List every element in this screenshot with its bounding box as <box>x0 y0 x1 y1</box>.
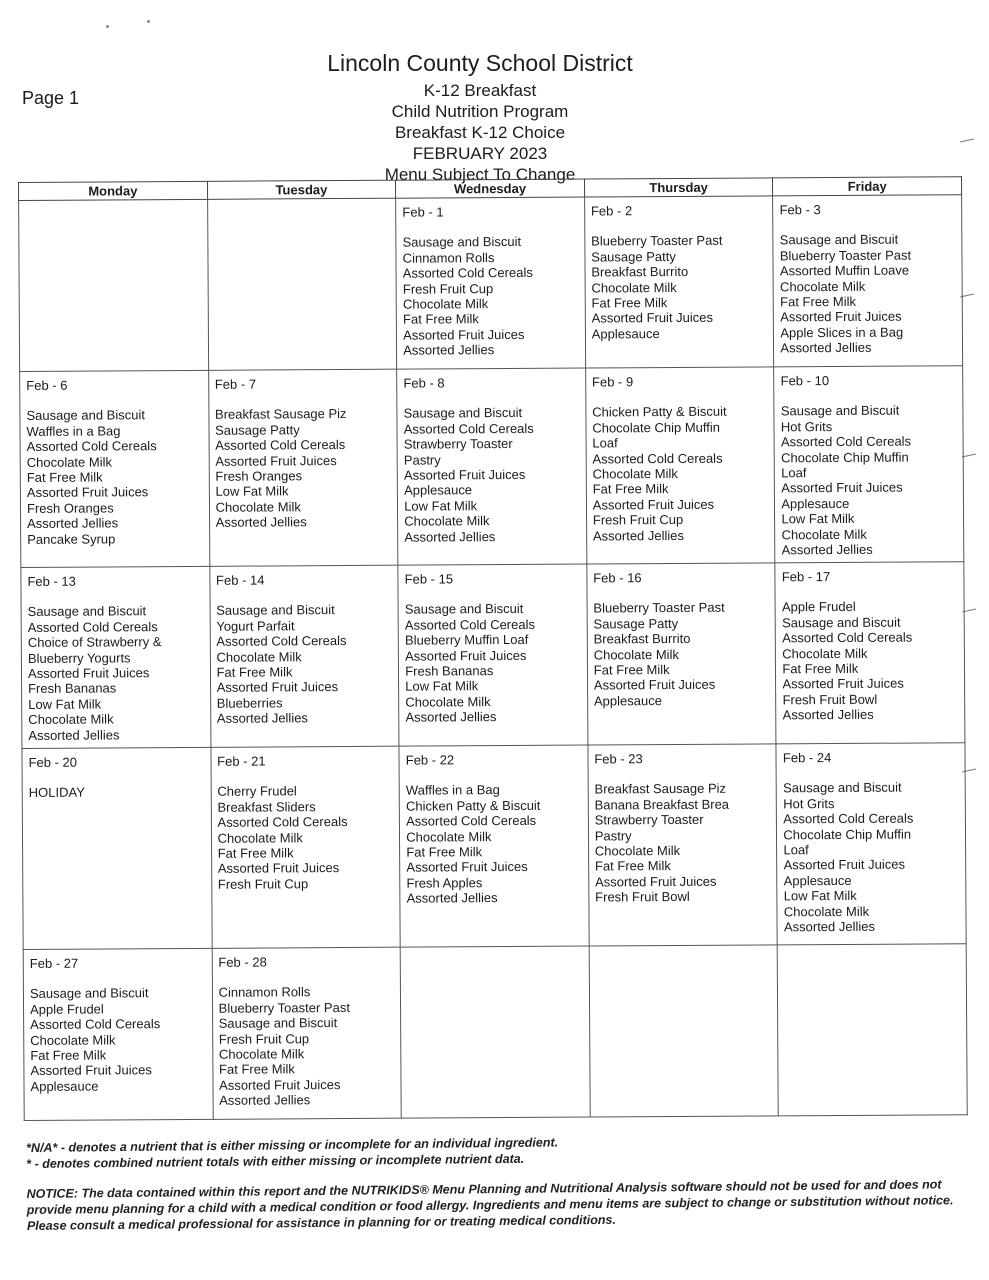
scan-mark <box>962 454 976 458</box>
menu-item: Fat Free Milk <box>218 1061 295 1078</box>
menu-item: Assorted Cold Cereals <box>30 1016 161 1033</box>
menu-item: Waffles in a Bag <box>26 423 121 439</box>
menu-item: Sausage Patty <box>593 615 679 632</box>
menu-item: Assorted Fruit Juices <box>780 309 902 325</box>
day-date: Feb - 6 <box>26 377 68 393</box>
day-date: Feb - 27 <box>29 955 79 971</box>
menu-item: Fat Free Milk <box>402 311 479 328</box>
menu-item: Assorted Fruit Juices <box>26 484 149 501</box>
menu-item: Chocolate Milk <box>404 513 490 529</box>
weekday-thursday: Thursday <box>584 178 773 197</box>
menu-item: Chicken Patty & Biscuit <box>592 404 727 420</box>
menu-item: Assorted Muffin Loave <box>779 262 910 279</box>
day-date: Feb - 22 <box>405 752 455 768</box>
menu-item: Assorted Jellies <box>216 710 308 727</box>
menu-item: Applesauce <box>781 495 850 512</box>
day-cell-friday <box>775 562 965 744</box>
menu-item: Breakfast Burrito <box>593 631 691 647</box>
menu-item: Fresh Fruit Cup <box>217 876 309 892</box>
subtitle-month: FEBRUARY 2023 <box>412 144 548 163</box>
weekday-tuesday: Tuesday <box>207 180 396 199</box>
menu-item: Sausage and Biscuit <box>404 601 524 618</box>
menu-item: Choice of Strawberry & <box>27 634 162 651</box>
menu-item: Sausage Patty <box>215 422 300 438</box>
menu-item: Chocolate Milk <box>779 278 866 294</box>
scan-speck <box>106 25 109 28</box>
week-row <box>22 743 966 950</box>
menu-item: Applesauce <box>591 325 660 342</box>
day-cell-wednesday <box>397 368 587 565</box>
menu-item: Assorted Cold Cereals <box>404 616 536 633</box>
menu-item: Fresh Fruit Cup <box>218 1030 310 1047</box>
menu-item: Strawberry Toaster <box>594 812 704 828</box>
menu-item: Fat Free Milk <box>592 481 669 497</box>
menu-item: Apple Frudel <box>781 599 856 615</box>
menu-item: Chocolate Milk <box>215 499 301 515</box>
menu-item: Sausage and Biscuit <box>782 614 901 631</box>
menu-item: Chocolate Milk <box>405 693 491 710</box>
menu-item: Fat Free Milk <box>26 469 103 485</box>
menu-item: Low Fat Milk <box>215 483 289 500</box>
menu-item: Pastry <box>403 452 441 468</box>
document-header <box>300 48 660 185</box>
day-date: Feb - 1 <box>402 204 444 220</box>
day-cell-wednesday <box>398 564 588 746</box>
menu-item: Chocolate Milk <box>30 1032 116 1048</box>
menu-item: Chocolate Milk <box>781 526 867 542</box>
menu-item: Chocolate Milk <box>782 645 868 661</box>
menu-item: Fat Free Milk <box>782 660 859 677</box>
menu-item: Fresh Fruit Cup <box>402 280 494 297</box>
menu-calendar <box>18 176 968 1121</box>
day-cell-thursday <box>584 196 774 368</box>
menu-item: Chocolate Milk <box>216 648 302 665</box>
menu-item: Pancake Syrup <box>27 531 116 547</box>
menu-item: Chocolate Milk <box>218 1046 305 1062</box>
menu-item: Loaf <box>781 465 807 481</box>
menu-item: Assorted Cold Cereals <box>217 814 348 831</box>
menu-item: Applesauce <box>593 692 662 709</box>
district-title: Lincoln County School District <box>327 50 633 76</box>
day-date: Feb - 14 <box>215 572 265 588</box>
menu-item: Chocolate Milk <box>594 842 681 859</box>
menu-item: Cinnamon Rolls <box>402 249 495 266</box>
menu-item: Fresh Oranges <box>215 468 303 484</box>
day-cell-thursday <box>588 744 778 946</box>
menu-item: Assorted Cold Cereals <box>215 437 346 454</box>
menu-item: Assorted Cold Cereals <box>592 450 723 467</box>
day-cell-thursday <box>587 563 777 745</box>
menu-item: Banana Breakfast Brea <box>594 796 730 813</box>
menu-item: Assorted Fruit Juices <box>405 647 527 664</box>
day-date: Feb - 16 <box>593 570 642 586</box>
menu-item: Hot Grits <box>783 795 835 812</box>
subtitle-choice: Breakfast K-12 Choice <box>394 123 566 142</box>
menu-item: Assorted Fruit Juices <box>30 1062 152 1079</box>
menu-item: Sausage and Biscuit <box>26 407 146 424</box>
menu-item: Sausage and Biscuit <box>783 780 902 796</box>
menu-item: Breakfast Sausage Piz <box>594 781 727 797</box>
menu-item: Sausage and Biscuit <box>29 985 149 1002</box>
menu-item: Assorted Fruit Juices <box>219 1076 341 1093</box>
menu-item: Blueberry Toaster Past <box>593 600 725 616</box>
menu-item: Assorted Fruit Juices <box>591 310 714 326</box>
menu-item: Assorted Jellies <box>27 515 119 532</box>
menu-item: Breakfast Burrito <box>591 264 689 280</box>
menu-item: Chocolate Chip Muffin <box>781 449 909 465</box>
day-date: Feb - 24 <box>782 750 832 766</box>
menu-item: Assorted Cold Cereals <box>27 618 158 635</box>
menu-item: Blueberry Yogurts <box>27 649 131 666</box>
menu-item: Assorted Cold Cereals <box>406 813 537 829</box>
menu-item: Sausage and Biscuit <box>218 1015 338 1032</box>
menu-item: Fresh Fruit Bowl <box>595 889 690 905</box>
menu-item: Chocolate Chip Muffin <box>783 826 912 842</box>
menu-item: Chocolate Milk <box>28 711 114 728</box>
menu-item: Assorted Cold Cereals <box>783 810 914 827</box>
menu-item: Chocolate Milk <box>592 466 678 482</box>
menu-item: Assorted Jellies <box>215 514 307 531</box>
menu-item: Assorted Cold Cereals <box>403 420 534 437</box>
menu-item: Breakfast Sausage Piz <box>214 406 347 423</box>
menu-item: Assorted Fruit Juices <box>27 665 150 681</box>
menu-item: Fat Free Milk <box>591 295 668 311</box>
menu-item: Assorted Jellies <box>592 527 685 544</box>
day-cell-tuesday <box>211 746 401 948</box>
day-cell-friday <box>778 944 968 1116</box>
weekday-monday: Monday <box>19 181 208 200</box>
page-number: Page 1 <box>22 88 80 108</box>
menu-item: Chicken Patty & Biscuit <box>405 797 541 814</box>
menu-item: Assorted Fruit Juices <box>215 452 337 469</box>
menu-item: Sausage and Biscuit <box>780 403 900 419</box>
menu-item: Assorted Jellies <box>781 541 873 558</box>
subtitle-notice: Menu Subject To Change <box>384 165 576 184</box>
menu-item: Blueberry Toaster Past <box>218 999 350 1016</box>
day-cell-wednesday <box>400 946 590 1118</box>
menu-item: Chocolate Milk <box>593 646 679 663</box>
menu-item: Sausage and Biscuit <box>402 234 522 251</box>
menu-item: Low Fat Milk <box>28 696 102 712</box>
menu-item: Assorted Jellies <box>783 918 876 935</box>
day-cell-monday <box>19 199 209 371</box>
menu-item: Assorted Fruit Juices <box>592 496 715 513</box>
menu-item: Fat Free Milk <box>217 845 294 861</box>
menu-item: Fat Free Milk <box>216 664 293 680</box>
day-cell-tuesday <box>209 565 399 747</box>
menu-item: Assorted Jellies <box>219 1092 311 1109</box>
menu-item: Assorted Jellies <box>28 727 120 743</box>
day-date: Feb - 15 <box>404 571 454 587</box>
menu-item: Pastry <box>594 827 632 844</box>
subtitle-program: K-12 Breakfast <box>423 81 537 100</box>
day-date: Feb - 13 <box>27 573 76 589</box>
day-cell-monday <box>22 747 212 949</box>
menu-item: Cinnamon Rolls <box>218 984 311 1001</box>
menu-item: Chocolate Milk <box>217 829 303 846</box>
medical-notice: NOTICE: The data contained within this report and the NUTRIKIDS® Menu Planning and Nutritional Analysis software should not be used for and does not provide menu planning for a child with a medical condition or food allergy. Ingredients and menu items are subject to change or substitution without notice. Please consult a medical professional for assistance in planning for or treating medical conditions. <box>26 1177 954 1233</box>
menu-item: Waffles in a Bag <box>405 782 500 799</box>
week-row <box>20 366 964 568</box>
day-cell-tuesday <box>208 369 398 566</box>
menu-item: Low Fat Milk <box>404 498 478 514</box>
menu-item: Chocolate Milk <box>26 454 113 470</box>
menu-item: Sausage and Biscuit <box>403 405 523 422</box>
menu-item: Assorted Fruit Juices <box>216 679 339 696</box>
menu-item: Loaf <box>783 842 809 858</box>
day-cell-tuesday <box>207 198 397 370</box>
menu-item: Blueberries <box>216 695 283 711</box>
menu-item: Chocolate Chip Muffin <box>592 419 721 436</box>
menu-item: Chocolate Milk <box>783 903 870 919</box>
day-date: Feb - 20 <box>28 754 78 770</box>
menu-item: Assorted Fruit Juices <box>593 677 716 693</box>
day-date: Feb - 21 <box>217 753 266 769</box>
day-date: Feb - 28 <box>218 954 267 970</box>
day-date: Feb - 8 <box>403 375 445 391</box>
menu-item: Assorted Fruit Juices <box>217 860 340 877</box>
menu-item: Assorted Cold Cereals <box>780 433 912 450</box>
menu-item: Sausage and Biscuit <box>216 602 335 619</box>
menu-item: Low Fat Milk <box>405 678 479 695</box>
menu-item: Low Fat Milk <box>783 888 857 904</box>
menu-item: Fresh Oranges <box>26 500 114 516</box>
menu-item: Blueberry Toaster Past <box>779 247 912 264</box>
menu-item: Assorted Jellies <box>782 707 874 723</box>
menu-item: Applesauce <box>404 482 473 499</box>
menu-item: Assorted Cold Cereals <box>216 633 347 650</box>
menu-item: Assorted Cold Cereals <box>402 265 533 281</box>
menu-item: Fat Free Milk <box>594 858 671 874</box>
menu-item: Assorted Fruit Juices <box>403 326 525 343</box>
menu-item: Fresh Fruit Bowl <box>782 691 878 708</box>
day-cell-friday <box>773 195 963 367</box>
day-cell-tuesday <box>212 947 402 1119</box>
menu-item: Fat Free Milk <box>780 293 857 310</box>
day-date: Feb - 17 <box>781 569 831 585</box>
menu-item: Assorted Fruit Juices <box>403 466 526 483</box>
day-cell-wednesday <box>399 745 589 947</box>
menu-item: Assorted Jellies <box>405 709 497 725</box>
day-cell-thursday <box>585 367 775 564</box>
weekday-wednesday: Wednesday <box>396 179 585 198</box>
menu-item: Assorted Jellies <box>404 528 496 545</box>
menu-item: Applesauce <box>783 872 852 889</box>
menu-item: Chocolate Milk <box>402 296 489 312</box>
menu-item: Assorted Fruit Juices <box>782 676 904 692</box>
day-date: Feb - 10 <box>780 373 830 389</box>
subtitle-nutrition: Child Nutrition Program <box>391 102 569 121</box>
day-date: Feb - 7 <box>214 376 257 392</box>
menu-item: Fresh Bananas <box>405 663 494 679</box>
menu-item: Low Fat Milk <box>781 511 855 527</box>
menu-item: Sausage and Biscuit <box>27 603 147 620</box>
legend-asterisk: * - denotes combined nutrient totals with either missing or incomplete nutrient data. <box>26 1151 525 1171</box>
menu-item: Fat Free Milk <box>593 662 670 678</box>
day-cell-friday <box>774 366 964 563</box>
menu-item: Fat Free Milk <box>30 1047 107 1063</box>
menu-item: HOLIDAY <box>28 785 85 801</box>
menu-item: Fresh Apples <box>406 875 483 891</box>
menu-item: Blueberry Toaster Past <box>591 233 723 249</box>
week-row <box>23 944 967 1121</box>
footer-notes <box>26 1130 967 1234</box>
day-date: Feb - 3 <box>779 202 821 218</box>
menu-item: Apple Slices in a Bag <box>780 324 904 341</box>
day-date: Feb - 9 <box>591 374 634 390</box>
menu-item: Assorted Jellies <box>406 890 498 906</box>
menu-item: Assorted Fruit Juices <box>783 857 905 873</box>
scan-speck <box>147 20 150 23</box>
menu-item: Apple Frudel <box>30 1001 104 1017</box>
menu-item: Assorted Cold Cereals <box>26 438 157 455</box>
menu-item: Yogurt Parfait <box>216 618 295 634</box>
menu-item: Assorted Fruit Juices <box>406 859 528 876</box>
week-row <box>19 195 963 372</box>
menu-item: Sausage and Biscuit <box>779 232 899 248</box>
menu-item: Fat Free Milk <box>406 844 483 860</box>
menu-item: Fresh Bananas <box>28 680 117 697</box>
menu-item: Assorted Jellies <box>780 340 872 356</box>
menu-item: Chocolate Milk <box>591 279 677 296</box>
menu-item: Breakfast Sliders <box>217 799 316 815</box>
menu-item: Cherry Frudel <box>217 783 297 800</box>
day-cell-monday <box>21 566 211 748</box>
day-cell-monday <box>23 948 213 1120</box>
legend-na: *N/A* - denotes a nutrient that is either missing or incomplete for an individual ingredient. <box>26 1135 559 1155</box>
day-cell-monday <box>20 370 210 567</box>
menu-item: Strawberry Toaster <box>403 436 513 452</box>
menu-item: Assorted Jellies <box>403 342 495 358</box>
day-date: Feb - 23 <box>594 751 643 767</box>
menu-item: Fresh Fruit Cup <box>592 512 684 528</box>
menu-item: Blueberry Muffin Loaf <box>404 632 529 648</box>
day-cell-friday <box>776 743 966 945</box>
menu-item: Assorted Cold Cereals <box>782 629 913 646</box>
day-cell-thursday <box>589 945 779 1117</box>
weekday-friday: Friday <box>773 177 962 196</box>
menu-item: Assorted Fruit Juices <box>781 480 903 496</box>
scan-mark <box>960 139 974 143</box>
menu-item: Assorted Fruit Juices <box>595 873 717 890</box>
menu-item: Hot Grits <box>780 418 833 435</box>
day-date: Feb - 2 <box>590 203 633 219</box>
week-row <box>21 562 965 749</box>
day-cell-wednesday <box>396 197 586 369</box>
menu-item: Sausage Patty <box>591 248 676 265</box>
menu-item: Applesauce <box>30 1078 99 1094</box>
menu-item: Chocolate Milk <box>406 828 492 845</box>
menu-item: Loaf <box>592 435 618 451</box>
